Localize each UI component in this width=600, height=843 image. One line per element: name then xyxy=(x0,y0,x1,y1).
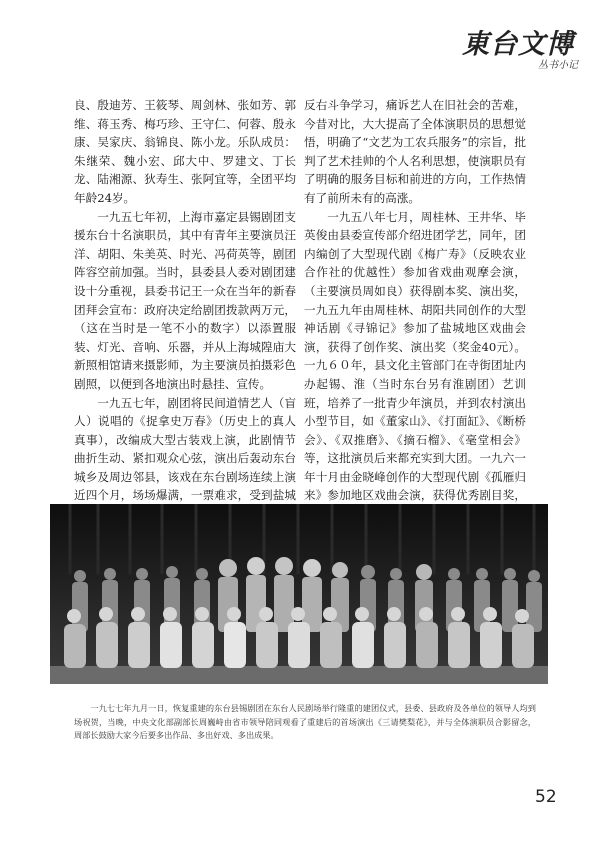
group-photo-icon xyxy=(50,504,548,684)
masthead-signature: 丛书小记 xyxy=(538,60,578,71)
paragraph: 一九五七年初，上海市嘉定县锡剧团支援东台十名演职员，其中有青年主要演员汪洋、胡阳、朱美英、时光、冯荷英等，剧团阵容空前加强。当时，县委县人委对剧团建设十分重视，县委书记王一众在当年的新春团拜会宣布：政府决定给剧团拨款两万元，（这在当时是一笔不小的数字）以添置服装、灯光、音响、乐器，并从上海城隍庙大新照相馆请来摄影师，为主要演员拍摄彩色剧照，以便到各地演出时悬挂、宣传。 xyxy=(74,209,296,391)
group-photo xyxy=(50,504,548,684)
photo-caption: 一九七七年九月一日，恢复重建的东台县锡剧团在东台人民剧场举行隆重的建团仪式，县委、县政府及各单位的领导人均到场祝贺，当晚，中央文化部副部长周巍峙由省市领导陪同观看了重建后的首场演出《三请樊梨花》，并与全体演职员合影留念，周部长鼓励大家今后要多出作品、多出好戏、多出成果。 xyxy=(74,703,536,740)
right-column xyxy=(304,96,526,561)
paragraph: 良、殷迪芳、王筱琴、周剑林、张如芳、郭维、蒋玉秀、梅巧珍、王守仁、何蓉、殷永康、吴家庆、翁锦良、陈小龙。乐队成员：朱继荣、魏小宏、邱大中、罗建文、丁长龙、陆湘源、狄寿生、张阿宜等，全团平均年龄24岁。 xyxy=(74,98,296,205)
masthead xyxy=(462,22,580,78)
paragraph: 一九五八年七月，周桂林、王井华、毕英俊由县委宣传部介绍进团学艺，同年，团内编创了大型现代剧《梅广寿》（反映农业合作社的优越性）参加省戏曲观摩会演，（主要演员周如良）获得剧本奖、演出奖，一九五九年由周桂林、胡阳共同创作的大型神话剧《寻锦记》参加了盐城地区戏曲会演，获得了创作奖、演出奖（奖金40元）。一九６０年，县文化主管部门在寺街团址内办起锡、淮（当时东台另有淮剧团）艺训班，培养了一批青少年演员，并到农村演出小型节目，如《董家山》、《打面缸》、《断桥会》、《双推磨》、《摘石榴》、《毫堂相会》等，这批演员后来都充实到大团。一九六一年十月由金晓峰创作的大型现代剧《孤雁归来》参加地区戏曲会演，获得优秀剧目奖， xyxy=(304,209,526,503)
page-number: 52 xyxy=(535,787,557,807)
paragraph: 一九五七年，剧团将民间道情艺人（盲人）说唱的《捉拿史万春》（历史上的真人真事），改编成大型古装戏上演，此剧情节曲折生动、紧扣观众心弦，演出后轰动东台城乡及周边邻县，该戏在东台剧场连续上演近四个月，场场爆满，一票难求，受到盐城 xyxy=(74,395,296,503)
paragraph: 反右斗争学习，痛诉艺人在旧社会的苦难，今昔对比，大大提高了全体演职员的思想觉悟，明确了“文艺为工农兵服务”的宗旨，批判了艺术挂帅的个人名利思想，使演职员有了明确的服务目标和前进的方向，工作热情有了前所未有的高涨。 xyxy=(304,98,526,205)
masthead-title: 東台文博 xyxy=(462,29,574,60)
